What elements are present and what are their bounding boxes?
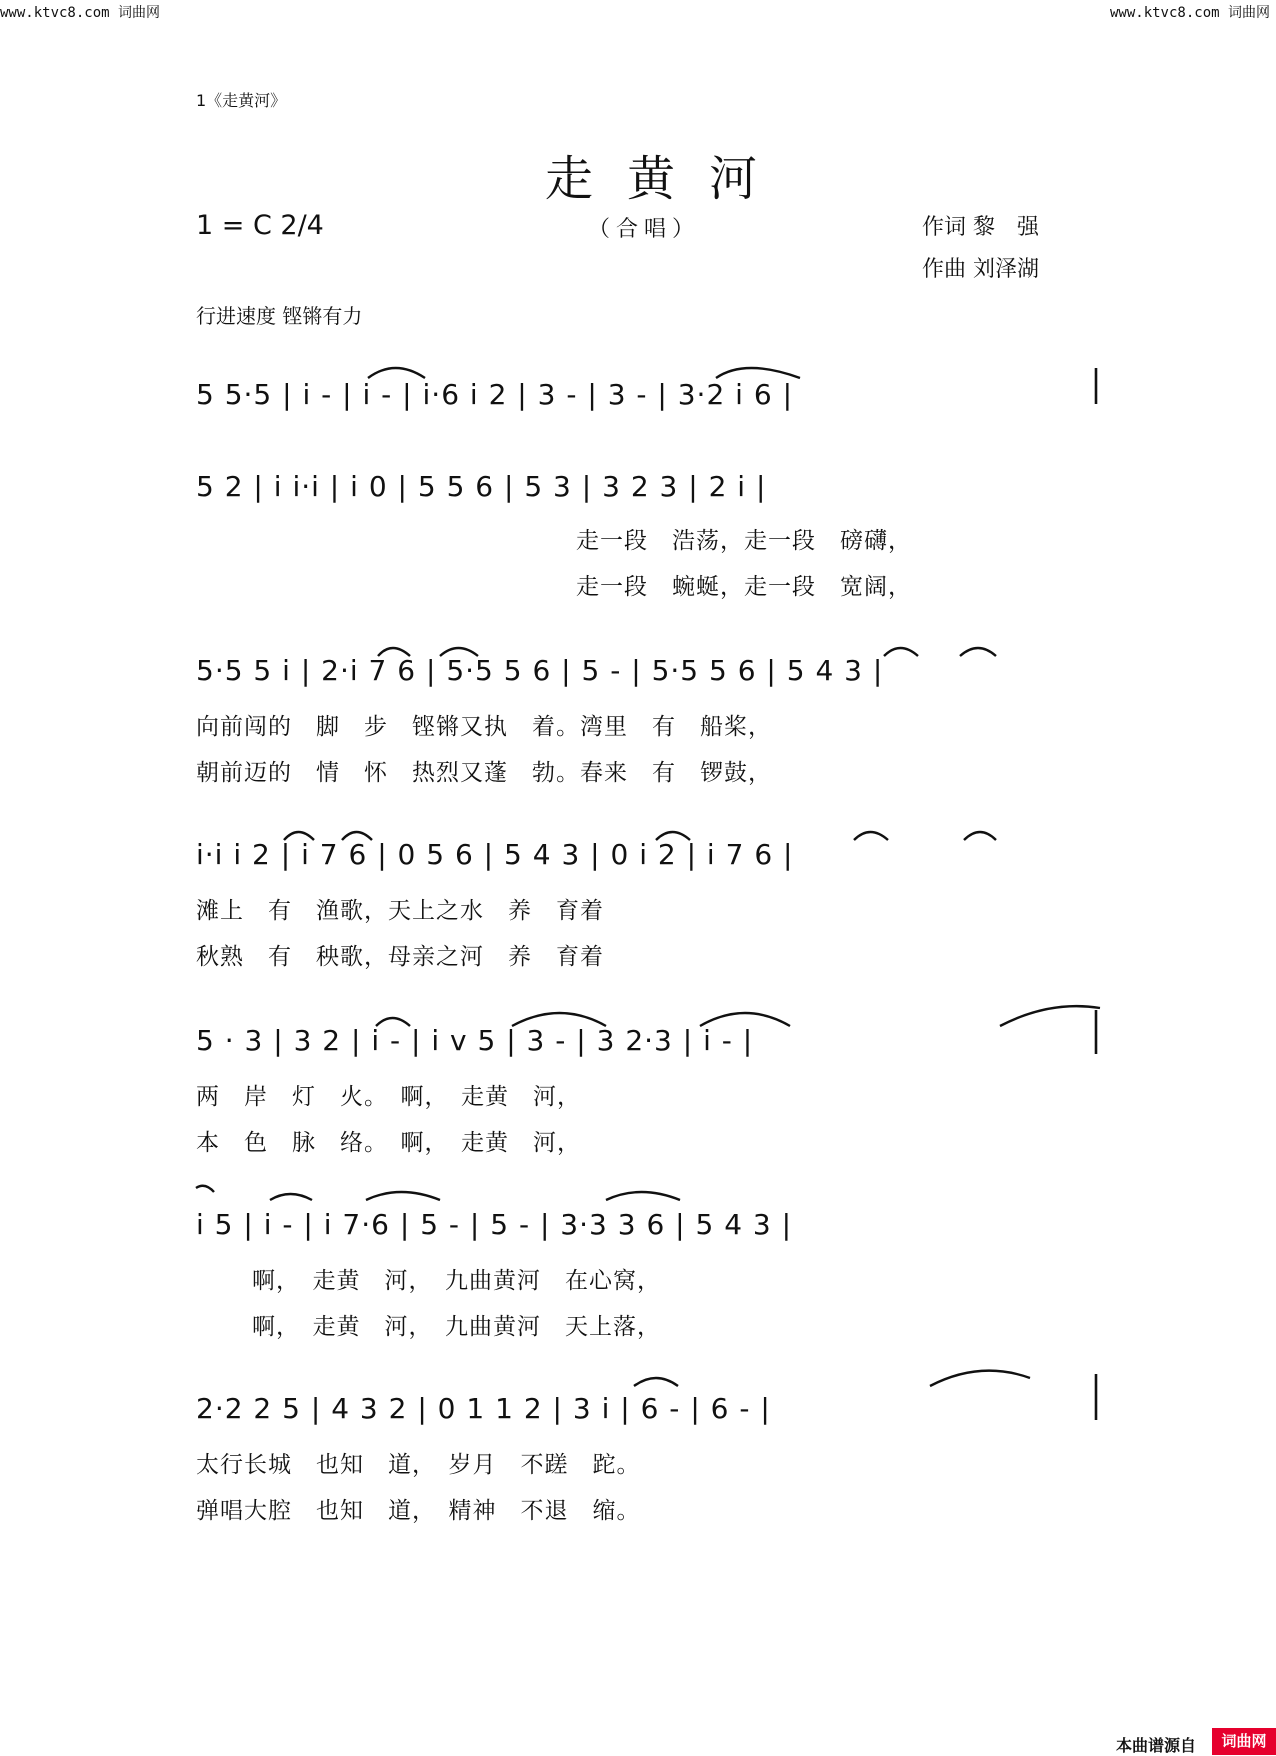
notation-line-5: 5 · 3 | 3 2 | i - | i v 5 | 3 - | 3 2·3 | i - | — [196, 1024, 754, 1057]
lyric-line-2-verse-2: 走一段 蜿蜒，走一段 宽阔， — [576, 574, 912, 600]
notation-line-3: 5·5 5 i | 2·i 7 6 | 5·5 5 6 | 5 - | 5·5 5 6 | 5 4 3 | — [196, 654, 884, 687]
lyric-line-4-verse-2: 秋熟 有 秧歌，母亲之河 养 育着 — [196, 944, 604, 970]
lyric-line-3-verse-1: 向前闯的 脚 步 铿锵又执 着。湾里 有 船桨， — [196, 714, 772, 740]
lyric-line-7-verse-2: 弹唱大腔 也知 道， 精神 不退 缩。 — [196, 1498, 641, 1524]
subtitle: （合唱） — [588, 217, 701, 242]
notation-line-4: i·i i 2 | i 7 6 | 0 5 6 | 5 4 3 | 0 i 2 | i 7 6 | — [196, 838, 794, 871]
lyric-line-4-verse-1: 滩上 有 渔歌，天上之水 养 育着 — [196, 898, 604, 924]
page-title: 走黄河 — [544, 151, 791, 207]
lyric-line-5-verse-2: 本 色 脉 络。 啊， 走黄 河， — [196, 1130, 581, 1156]
lyricist-credit: 作词 黎 强 — [922, 215, 1039, 240]
lyric-line-5-verse-1: 两 岸 灯 火。 啊， 走黄 河， — [196, 1084, 581, 1110]
watermark-left: www.ktvc8.com 词曲网 — [0, 5, 161, 21]
tempo-marking: 行进速度 铿锵有力 — [196, 304, 363, 328]
lyric-line-2-verse-1: 走一段 浩荡，走一段 磅礴， — [576, 528, 912, 554]
notation-line-1: 5 5·5 | i - | i - | i·6 i 2 | 3 - | 3 - | 3·2 i 6 | — [196, 378, 793, 411]
key-signature: 1 = C 2/4 — [196, 210, 324, 241]
document-label: 1《走黄河》 — [196, 91, 287, 110]
source-note: 本曲谱源自 — [1115, 1736, 1196, 1755]
notation-line-2: 5 2 | i i·i | i 0 | 5 5 6 | 5 3 | 3 2 3 | 2 i | — [196, 470, 767, 503]
lyric-line-7-verse-1: 太行长城 也知 道， 岁月 不蹉 跎。 — [196, 1452, 641, 1478]
watermark-right: www.ktvc8.com 词曲网 — [1109, 5, 1270, 21]
notation-line-6: i 5 | i - | i 7·6 | 5 - | 5 - | 3·3 3 6 | 5 4 3 | — [196, 1208, 793, 1241]
lyric-line-3-verse-2: 朝前迈的 情 怀 热烈又蓬 勃。春来 有 锣鼓， — [196, 760, 772, 786]
lyric-line-6-verse-1: 啊， 走黄 河， 九曲黄河 在心窝， — [252, 1268, 661, 1294]
lyric-line-6-verse-2: 啊， 走黄 河， 九曲黄河 天上落， — [252, 1314, 661, 1340]
site-logo[interactable]: 词曲网 — [1212, 1728, 1276, 1755]
composer-credit: 作曲 刘泽湖 — [922, 257, 1039, 282]
notation-line-7: 2·2 2 5 | 4 3 2 | 0 1 1 2 | 3 i | 6 - | 6 - | — [196, 1392, 771, 1425]
